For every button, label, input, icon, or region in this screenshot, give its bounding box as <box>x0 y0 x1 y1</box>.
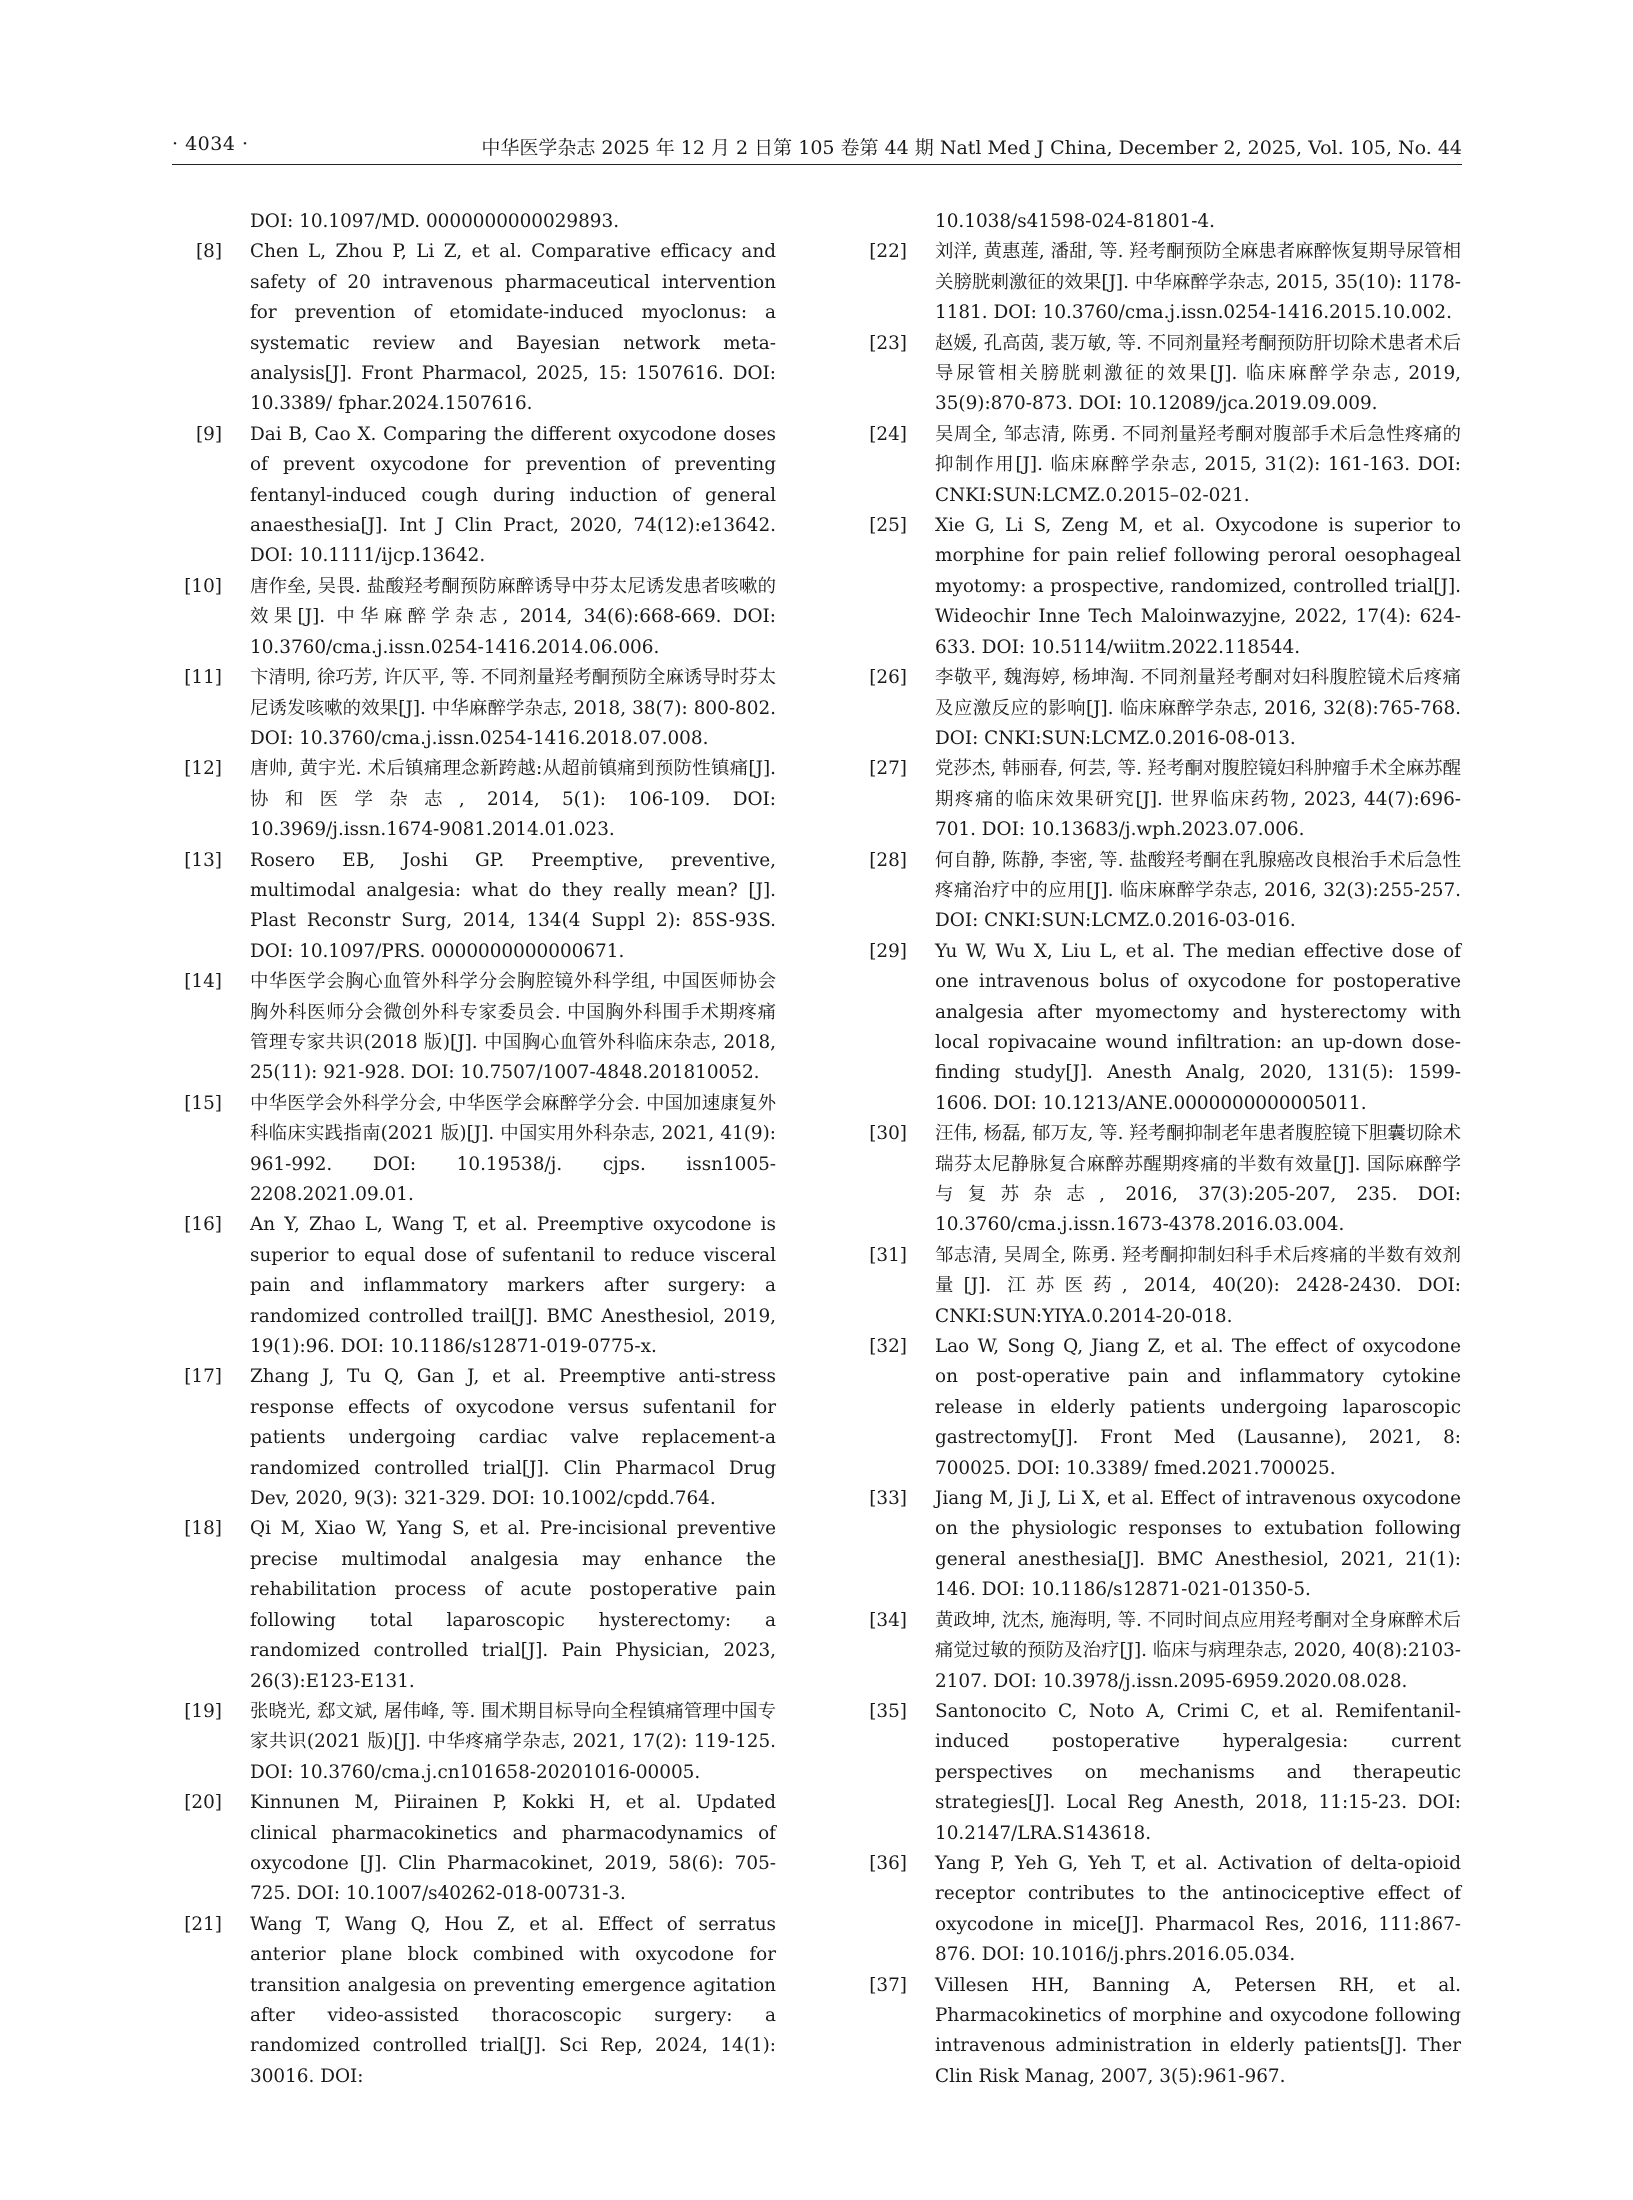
reference-number: [19] <box>184 1700 222 1722</box>
reference-item <box>857 329 1461 420</box>
reference-number: [27] <box>869 758 907 780</box>
reference-number: [24] <box>869 423 907 445</box>
reference-item <box>857 1484 1461 1606</box>
reference-text: 汪伟, 杨磊, 郁万友, 等. 羟考酮抑制老年患者腹腔镜下胆囊切除术瑞芬太尼静脉复合麻醉苏醒期疼痛的半数有效量[J]. 国际麻醉学与复苏杂志, 2016, 37(3):205-207, 235. DOI: 10.3760/cma.j.issn.1673-4378.2016.03.004. <box>935 1123 1461 1236</box>
reference-text: Zhang J, Tu Q, Gan J, et al. Preemptive anti-stress response effects of oxycodone versus sufentanil for patients undergoing cardiac valve replacement-a randomized controlled trial[J]. Clin Pharmacol Drug Dev, 2020, 9(3): 321-329. DOI: 10.1002/cpdd.764. <box>250 1366 776 1510</box>
reference-number: [28] <box>869 849 907 871</box>
reference-column-left <box>172 207 776 2092</box>
reference-item <box>172 846 776 968</box>
reference-item <box>172 420 776 572</box>
reference-item <box>172 1514 776 1696</box>
reference-text: 邹志清, 吴周全, 陈勇. 羟考酮抑制妇科手术后疼痛的半数有效剂量[J]. 江苏医药, 2014, 40(20): 2428-2430. DOI: CNKI:SUN:YIYA.0.2014-20-018. <box>935 1244 1461 1327</box>
reference-text: 黄政坤, 沈杰, 施海明, 等. 不同时间点应用羟考酮对全身麻醉术后痛觉过敏的预防及治疗[J]. 临床与病理杂志, 2020, 40(8):2103-2107. DOI: 10.3978/j.issn.2095-6959.2020.08.028. <box>935 1609 1461 1692</box>
reference-number: [32] <box>869 1336 907 1358</box>
reference-continuation: DOI: 10.1097/MD. 0000000000029893. <box>250 211 620 232</box>
reference-item <box>857 237 1461 328</box>
reference-text: 唐帅, 黄宇光. 术后镇痛理念新跨越:从超前镇痛到预防性镇痛[J]. 协和医学杂志, 2014, 5(1): 106-109. DOI: 10.3969/j.issn.1674-9081.2014.01.023. <box>250 758 776 841</box>
reference-continuation: 10.1038/s41598-024-81801-4. <box>935 211 1215 232</box>
reference-item <box>172 967 776 1089</box>
reference-item <box>857 1119 1461 1241</box>
header-rule <box>172 164 1462 165</box>
reference-item <box>857 1849 1461 1971</box>
reference-item <box>857 1332 1461 1484</box>
reference-text: 党莎杰, 韩丽春, 何芸, 等. 羟考酮对腹腔镜妇科肿瘤手术全麻苏醒期疼痛的临床效果研究[J]. 世界临床药物, 2023, 44(7):696-701. DOI: 10.13683/j.wph.2023.07.006. <box>935 758 1461 841</box>
reference-item <box>172 1910 776 2092</box>
reference-text: Rosero EB, Joshi GP. Preemptive, preventive, multimodal analgesia: what do they really mean? [J]. Plast Reconstr Surg, 2014, 134(4 Suppl 2): 85S-93S. DOI: 10.1097/PRS. 0000000000000671. <box>250 849 776 962</box>
reference-text: Qi M, Xiao W, Yang S, et al. Pre-incisional preventive precise multimodal analgesia may enhance the rehabilitation process of acute postoperative pain following total laparoscopic hysterectomy: a randomized controlled trial[J]. Pain Physician, 2023, 26(3):E123-E131. <box>250 1518 776 1692</box>
reference-text: Wang T, Wang Q, Hou Z, et al. Effect of serratus anterior plane block combined with oxycodone for transition analgesia on preventing emergence agitation after video-assisted thoracoscopic surgery: a randomized controlled trial[J]. Sci Rep, 2024, 14(1): 30016. DOI: <box>250 1913 776 2087</box>
reference-number: [10] <box>184 575 222 597</box>
reference-number: [8] <box>195 241 222 263</box>
reference-text: Yang P, Yeh G, Yeh T, et al. Activation of delta-opioid receptor contributes to the antinociceptive effect of oxycodone in mice[J]. Pharmacol Res, 2016, 111:867-876. DOI: 10.1016/j.phrs.2016.05.034. <box>935 1852 1461 1966</box>
reference-number: [26] <box>869 667 907 689</box>
reference-number: [12] <box>184 758 222 780</box>
reference-number: [35] <box>869 1700 907 1722</box>
reference-item <box>172 754 776 845</box>
reference-text: 唐作垒, 吴畏. 盐酸羟考酮预防麻醉诱导中芬太尼诱发患者咳嗽的效果[J]. 中华麻醉学杂志, 2014, 34(6):668-669. DOI: 10.3760/cma.j.issn.0254-1416.2014.06.006. <box>250 575 776 658</box>
reference-text: Santonocito C, Noto A, Crimi C, et al. Remifentanil-induced postoperative hyperalgesia: current perspectives on mechanisms and therapeutic strategies[J]. Local Reg Anesth, 2018, 11:15-23. DOI: 10.2147/LRA.S143618. <box>935 1700 1461 1844</box>
reference-number: [13] <box>184 849 222 871</box>
reference-item <box>172 1089 776 1211</box>
reference-item <box>857 663 1461 754</box>
reference-item <box>172 1788 776 1910</box>
reference-item <box>857 420 1461 511</box>
reference-item <box>857 937 1461 1119</box>
reference-item <box>172 663 776 754</box>
reference-item <box>857 846 1461 937</box>
reference-item <box>857 1606 1461 1697</box>
reference-number: [17] <box>184 1366 222 1388</box>
reference-item <box>172 1210 776 1362</box>
reference-text: Villesen HH, Banning A, Petersen RH, et al. Pharmacokinetics of morphine and oxycodone following intravenous administration in elderly patients[J]. Ther Clin Risk Manag, 2007, 3(5):961-967. <box>935 1974 1461 2087</box>
reference-item <box>857 1697 1461 1849</box>
reference-number: [31] <box>869 1244 907 1266</box>
reference-item <box>172 572 776 663</box>
reference-number: [23] <box>869 332 907 354</box>
reference-text: Jiang M, Ji J, Li X, et al. Effect of intravenous oxycodone on the physiologic responses to extubation following general anesthesia[J]. BMC Anesthesiol, 2021, 21(1): 146. DOI: 10.1186/s12871-021-01350-5. <box>935 1488 1461 1601</box>
reference-number: [11] <box>184 667 222 689</box>
reference-number: [34] <box>869 1609 907 1631</box>
reference-item <box>857 754 1461 845</box>
reference-item <box>857 511 1461 663</box>
reference-text: 何自静, 陈静, 李密, 等. 盐酸羟考酮在乳腺癌改良根治手术后急性疼痛治疗中的应用[J]. 临床麻醉学杂志, 2016, 32(3):255-257. DOI: CNKI:SUN:LCMZ.0.2016-03-016. <box>935 849 1461 932</box>
reference-number: [30] <box>869 1123 907 1145</box>
reference-number: [29] <box>869 940 907 962</box>
reference-text: Chen L, Zhou P, Li Z, et al. Comparative efficacy and safety of 20 intravenous pharmaceutical intervention for prevention of etomidate-induced myoclonus: a systematic review and Bayesian network meta-analysis[J]. Front Pharmacol, 2025, 15: 1507616. DOI: 10.3389/ fphar.2024.1507616. <box>250 241 776 415</box>
reference-text: 中华医学会胸心血管外科学分会胸腔镜外科学组, 中国医师协会胸外科医师分会微创外科专家委员会. 中国胸外科围手术期疼痛管理专家共识(2018 版)[J]. 中国胸心血管外科临床杂志, 2018, 25(11): 921-928. DOI: 10.7507/1007-4848.201810052. <box>250 971 776 1084</box>
reference-text: 卞清明, 徐巧芳, 许仄平, 等. 不同剂量羟考酮预防全麻诱导时芬太尼诱发咳嗽的效果[J]. 中华麻醉学杂志, 2018, 38(7): 800-802. DOI: 10.3760/cma.j.issn.0254-1416.2018.07.008. <box>250 667 776 749</box>
reference-text: 李敬平, 魏海婷, 杨坤淘. 不同剂量羟考酮对妇科腹腔镜术后疼痛及应激反应的影响[J]. 临床麻醉学杂志, 2016, 32(8):765-768. DOI: CNKI:SUN:LCMZ.0.2016-08-013. <box>935 667 1461 749</box>
reference-text: 赵媛, 孔高茵, 裴万敏, 等. 不同剂量羟考酮预防肝切除术患者术后导尿管相关膀胱刺激征的效果[J]. 临床麻醉学杂志, 2019, 35(9):870-873. DOI: 10.12089/jca.2019.09.009. <box>935 332 1461 415</box>
reference-number: [16] <box>184 1214 222 1236</box>
reference-number: [36] <box>869 1852 907 1874</box>
reference-text: Xie G, Li S, Zeng M, et al. Oxycodone is superior to morphine for pain relief following peroral oesophageal myotomy: a prospective, randomized, controlled trial[J]. Wideochir Inne Tech Maloinwazyjne, 2022, 17(4): 624-633. DOI: 10.5114/wiitm.2022.118544. <box>935 515 1461 658</box>
reference-text: 中华医学会外科学分会, 中华医学会麻醉学分会. 中国加速康复外科临床实践指南(2021 版)[J]. 中国实用外科杂志, 2021, 41(9): 961-992. DOI: 10.19538/j. cjps. issn1005-2208.2021.09.01. <box>250 1092 776 1205</box>
reference-number: [9] <box>195 423 222 445</box>
reference-number: [15] <box>184 1092 222 1114</box>
reference-number: [14] <box>184 971 222 993</box>
reference-text: Lao W, Song Q, Jiang Z, et al. The effect of oxycodone on post-operative pain and inflammatory cytokine release in elderly patients undergoing laparoscopic gastrectomy[J]. Front Med (Lausanne), 2021, 8: 700025. DOI: 10.3389/ fmed.2021.700025. <box>935 1336 1461 1479</box>
running-title: 中华医学杂志 2025 年 12 月 2 日第 105 卷第 44 期 Natl Med J China, December 2, 2025, Vol. 105, No. 44 <box>481 137 1462 159</box>
reference-text: Kinnunen M, Piirainen P, Kokki H, et al. Updated clinical pharmacokinetics and pharmacodynamics of oxycodone [J]. Clin Pharmacokinet, 2019, 58(6): 705-725. DOI: 10.1007/s40262-018-00731-3. <box>250 1792 776 1905</box>
reference-number: [33] <box>869 1488 907 1510</box>
reference-text: 张晓光, 郄文斌, 屠伟峰, 等. 围术期目标导向全程镇痛管理中国专家共识(2021 版)[J]. 中华疼痛学杂志, 2021, 17(2): 119-125. DOI: 10.3760/cma.j.cn101658-20201016-00005. <box>250 1700 776 1783</box>
page-number: · 4034 · <box>172 133 249 155</box>
reference-item <box>172 1697 776 1788</box>
reference-item <box>857 1241 1461 1332</box>
reference-text: An Y, Zhao L, Wang T, et al. Preemptive oxycodone is superior to equal dose of sufentanil to reduce visceral pain and inflammatory markers after surgery: a randomized controlled trail[J]. BMC Anesthesiol, 2019, 19(1):96. DOI: 10.1186/s12871-019-0775-x. <box>250 1214 776 1358</box>
reference-item <box>172 1362 776 1514</box>
reference-number: [20] <box>184 1792 222 1814</box>
reference-number: [25] <box>869 515 907 537</box>
reference-number: [21] <box>184 1913 222 1935</box>
reference-column-right <box>857 207 1461 2092</box>
reference-text: 吴周全, 邹志清, 陈勇. 不同剂量羟考酮对腹部手术后急性疼痛的抑制作用[J]. 临床麻醉学杂志, 2015, 31(2): 161-163. DOI: CNKI:SUN:LCMZ.0.2015–02-021. <box>935 423 1461 506</box>
reference-number: [22] <box>869 241 907 263</box>
reference-item <box>172 237 776 419</box>
reference-text: Dai B, Cao X. Comparing the different oxycodone doses of prevent oxycodone for prevention of preventing fentanyl-induced cough during induction of general anaesthesia[J]. Int J Clin Pract, 2020, 74(12):e13642. DOI: 10.1111/ijcp.13642. <box>250 423 776 567</box>
page-header <box>172 133 1462 163</box>
reference-text: Yu W, Wu X, Liu L, et al. The median effective dose of one intravenous bolus of oxycodone for postoperative analgesia after myomectomy and hysterectomy with local ropivacaine wound infiltration: an up-down dose-finding study[J]. Anesth Analg, 2020, 131(5): 1599-1606. DOI: 10.1213/ANE.0000000000005011. <box>935 940 1461 1114</box>
reference-text: 刘洋, 黄惠莲, 潘甜, 等. 羟考酮预防全麻患者麻醉恢复期导尿管相关膀胱刺激征的效果[J]. 中华麻醉学杂志, 2015, 35(10): 1178-1181. DOI: 10.3760/cma.j.issn.0254-1416.2015.10.002. <box>935 241 1461 324</box>
reference-item <box>857 1971 1461 2093</box>
reference-number: [37] <box>869 1974 907 1996</box>
reference-number: [18] <box>184 1518 222 1540</box>
